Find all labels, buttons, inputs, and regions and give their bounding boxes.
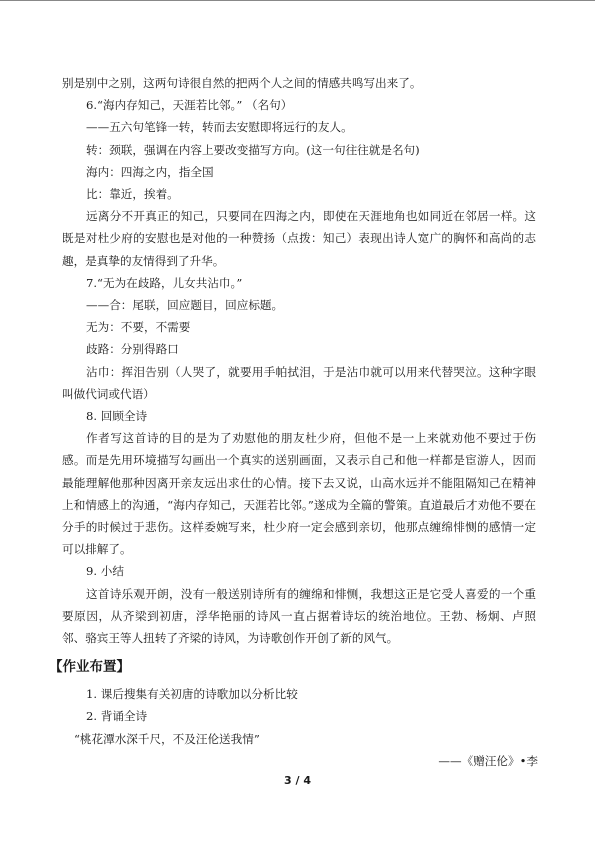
document-body: [49, 72, 538, 772]
item-7-note: ——合：尾联，回应题目，回应标题。: [86, 298, 284, 313]
homework-item-2: 2. 背诵全诗: [86, 709, 148, 724]
homework-item-1: 1. 课后搜集有关初唐的诗歌加以分析比较: [86, 687, 298, 702]
item-6-explain-hainei: 海内：四海之内，指全国: [86, 164, 214, 179]
paragraph-continuation: 别是别中之别，这两句诗很自然的把两个人之间的情感共鸣写出来了。: [62, 76, 422, 90]
top-border-line: [0, 0, 595, 1]
homework-heading: 【作业布置】: [49, 659, 130, 676]
page-number: 3 / 4: [284, 774, 311, 787]
poem-quote: “桃花潭水深千尺，不及汪伦送我情”: [74, 731, 260, 746]
item-6-explain-turn: 转：颈联，强调在内容上要改变描写方向。(这一句往往就是名句): [86, 142, 420, 157]
item-6-explain-bi: 比：靠近，挨着。: [86, 187, 179, 202]
item-8-title: 8. 回顾全诗: [86, 409, 148, 424]
item-9-title: 9. 小结: [86, 564, 124, 579]
item-6-note: ——五六句笔锋一转，转而去安慰即将远行的友人。: [86, 120, 353, 135]
poem-source: ——《赠汪伦》•李: [438, 753, 538, 768]
item-7-explain-wuwei: 无为：不要，不需要: [86, 320, 191, 335]
item-8-review: 作者写这首诗的目的是为了劝慰他的朋友杜少府，但他不是一上来就劝他不要过于伤感。而是先用环境描写勾画出一个真实的送别画面，又表示自己和他一样都是宦游人，因而最能理解他那种因离开亲友远出求仕的心情。接下去又说，山高水远并不能阻隔知己在精神上和情感上的沟通，“海内存知己，天涯若比邻。”遂成为全篇的警策。直道最后才劝他不要在分手的时候过于悲伤。这样委婉写来，杜少府一定会感到亲切，他那点缠绵悱恻的感情一定可以排解了。: [62, 431, 536, 557]
item-6-title: 6.“海内存知己，天涯若比邻。” （名句）: [86, 98, 293, 113]
item-7-explain-qilu: 歧路：分别得路口: [86, 342, 179, 357]
item-7-explain-zhanjin: 沾巾：挥泪告别（人哭了，就要用手帕拭泪，于是沾巾就可以用来代替哭泣。这种字眼叫做代词或代语）: [62, 364, 536, 401]
item-9-summary: 这首诗乐观开朗，没有一般送别诗所有的缠绵和悱恻，我想这正是它受人喜爱的一个重要原因，从齐梁到初唐，浮华艳丽的诗风一直占据着诗坛的统治地位。王勃、杨炯、卢照邻、骆宾王等人扭转了齐梁的诗风，为诗歌创作开创了新的风气。: [62, 586, 536, 646]
item-7-title: 7.“无为在歧路，儿女共沾巾。”: [86, 275, 243, 290]
item-6-analysis: 远离分不开真正的知己，只要同在四海之内，即使在天涯地角也如同近在邻居一样。这既是对杜少府的安慰也是对他的一种赞扬（点拨：知己）表现出诗人宽广的胸怀和高尚的志趣，是真挚的友情得到了升华。: [62, 209, 536, 268]
